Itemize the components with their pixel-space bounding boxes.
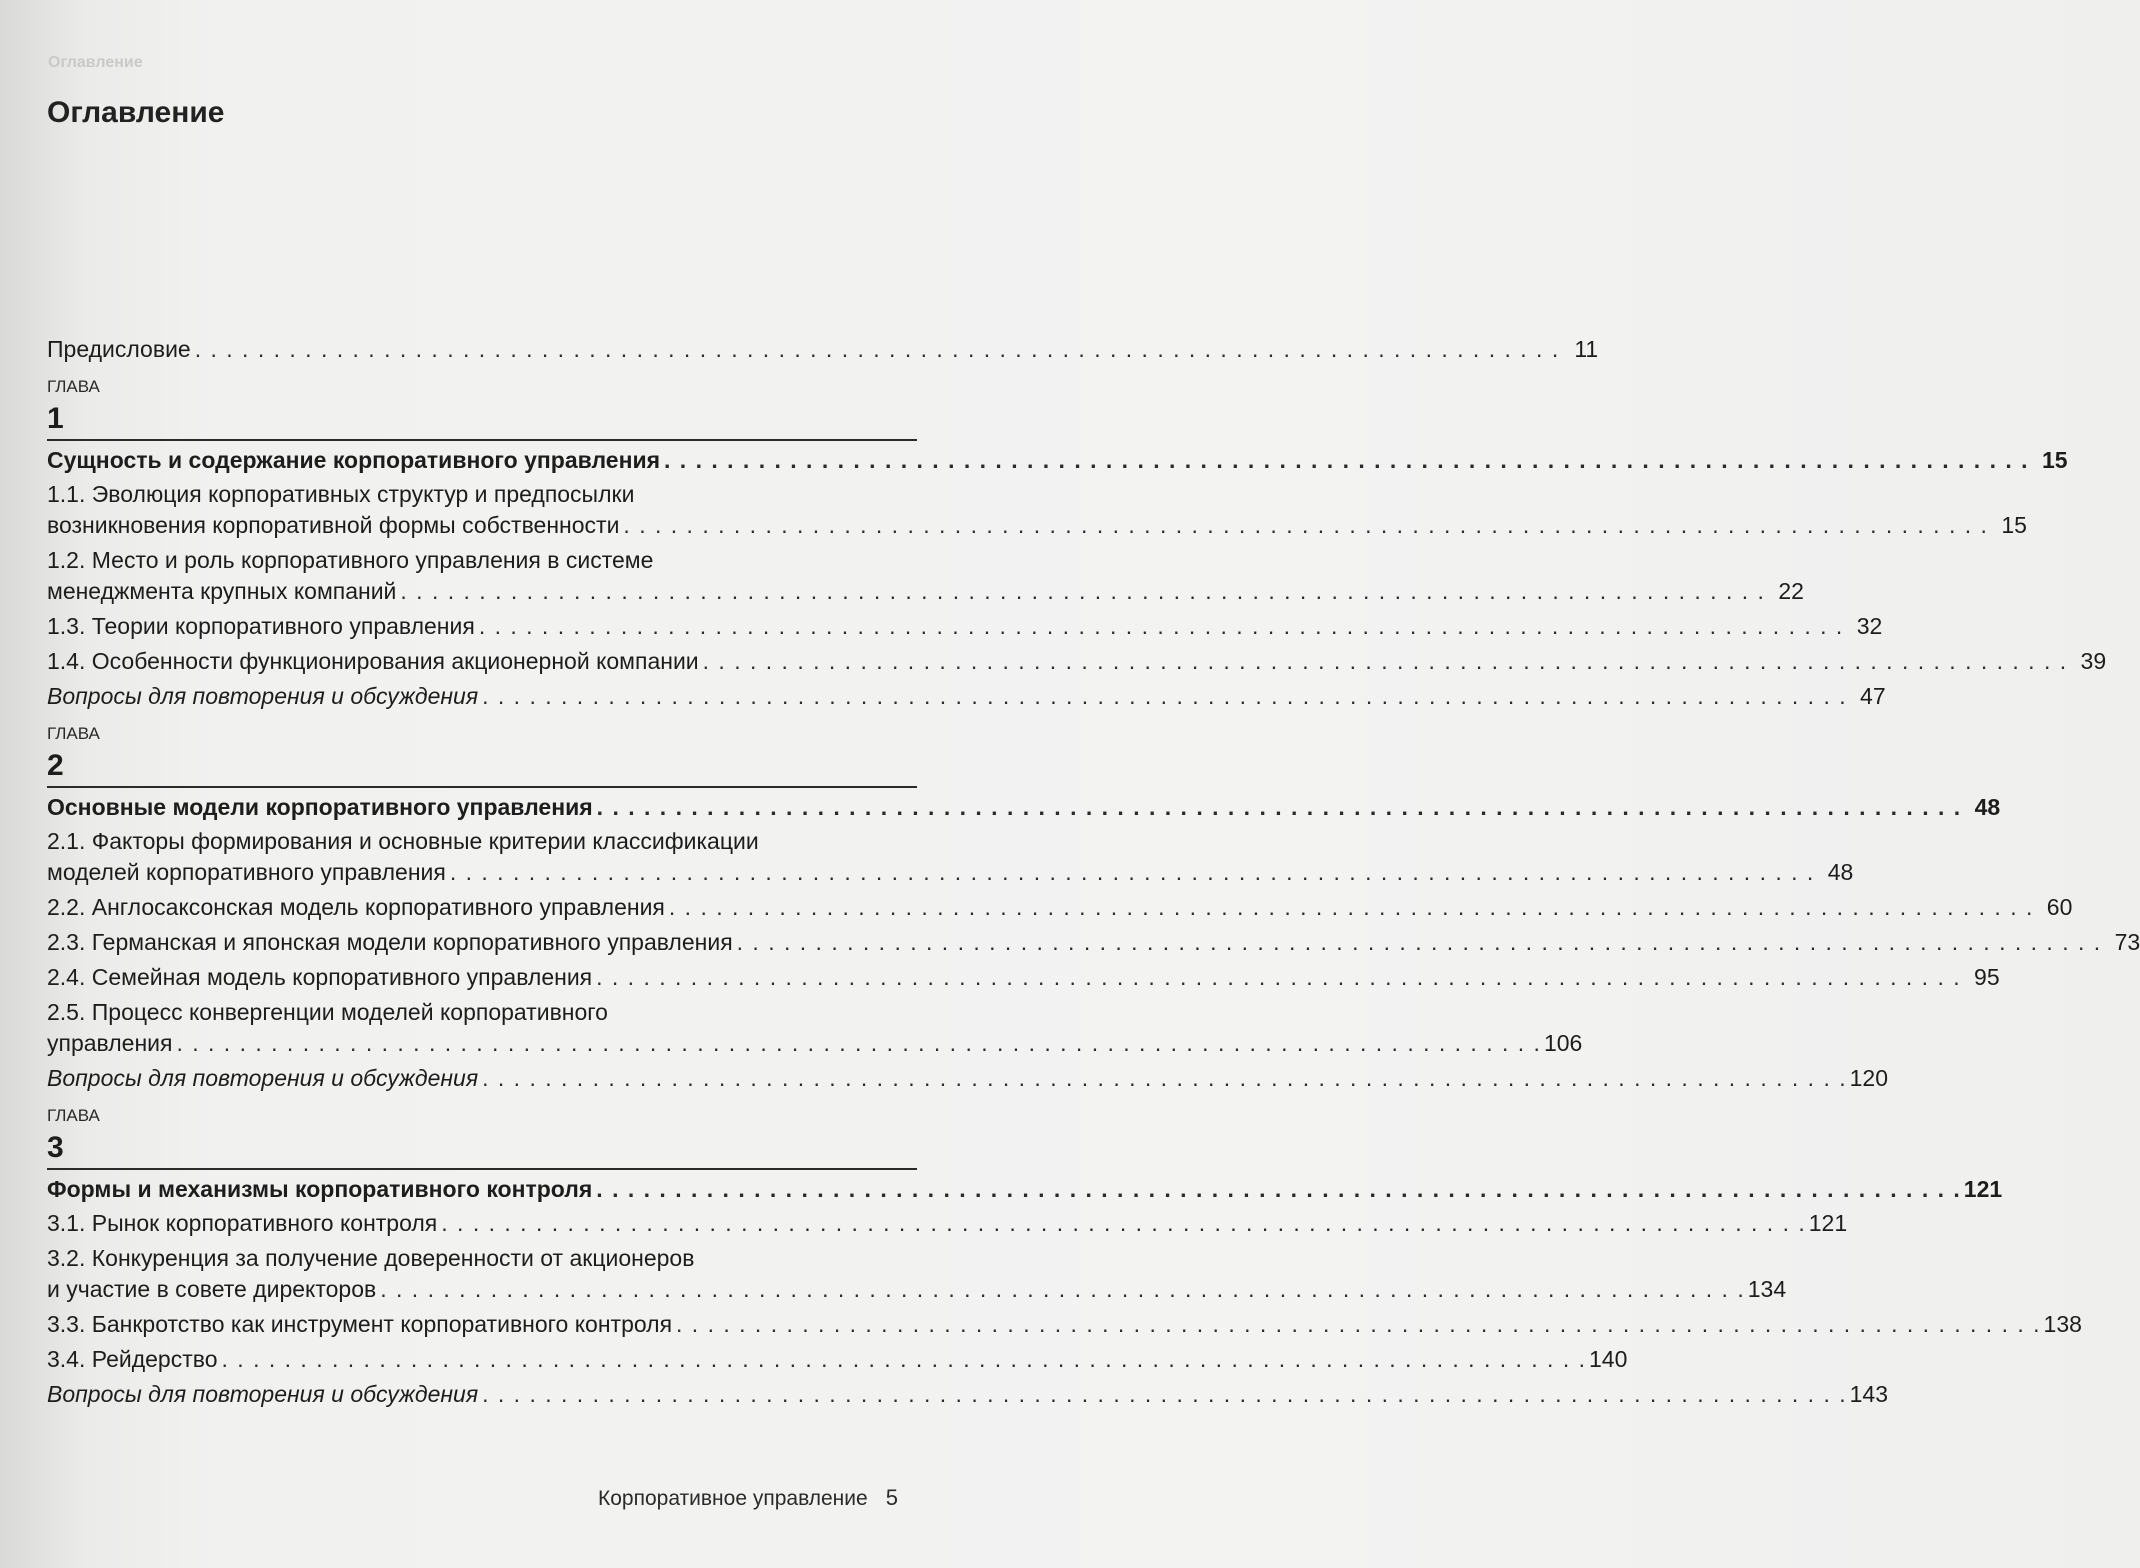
- toc-entry-line: 1.3. Теории корпоративного управления: [47, 613, 475, 639]
- toc-entry-last-line: [47, 576, 1804, 607]
- leader-dots: [176, 1028, 1540, 1059]
- toc-entry-last-line: [47, 857, 1854, 888]
- leader-dots: [479, 611, 1843, 642]
- toc-entry-line: 2.4. Семейная модель корпоративного управления: [47, 964, 593, 990]
- leader-dots: [380, 1274, 1744, 1305]
- toc-entry: [47, 962, 2000, 993]
- toc-page-number: 138: [2043, 1311, 2082, 1337]
- toc-entry: [47, 1208, 1848, 1239]
- toc-entry-line: и участие в совете директоров: [47, 1276, 377, 1302]
- toc-entry: [47, 611, 1883, 642]
- toc-entry-label: Предисловие: [47, 336, 191, 362]
- chapter-title: Сущность и содержание корпоративного управления: [47, 447, 661, 473]
- toc-chapter-title: [47, 792, 2001, 823]
- chapter-number: 2: [47, 749, 64, 782]
- toc-entry: [47, 1243, 1787, 1305]
- toc-entry-line: 1.4. Особенности функционирования акционерной компании: [47, 648, 699, 674]
- leader-dots: [450, 857, 1814, 888]
- toc-entry-line: 3.2. Конкуренция за получение доверенности от акционеров: [47, 1245, 695, 1271]
- questions-label: Вопросы для повторения и обсуждения: [47, 683, 479, 709]
- toc-entry: [47, 646, 2107, 677]
- toc-entry-line: возникновения корпоративной формы собственности: [47, 512, 620, 538]
- leader-dots: [703, 646, 2067, 677]
- book-title: Корпоративное управление: [598, 1487, 868, 1510]
- toc-page-number: 106: [1543, 1030, 1583, 1056]
- chapter-divider: [47, 439, 917, 441]
- page-title: Оглавление: [47, 96, 225, 129]
- chapter-label: ГЛАВА: [47, 1106, 100, 1125]
- toc-entry: [47, 1344, 1628, 1375]
- toc-entry: [47, 479, 2027, 541]
- leader-dots: [676, 1309, 2040, 1340]
- toc-page-number: 143: [1849, 1381, 1888, 1407]
- running-head: Оглавление: [48, 54, 143, 71]
- toc-page-number: 32: [1856, 613, 1883, 639]
- toc-entry-line: менеджмента крупных компаний: [47, 578, 397, 604]
- toc-page-number: 73: [2114, 929, 2140, 955]
- toc-entry-last-line: [47, 1028, 1583, 1059]
- leader-dots: [596, 1174, 1960, 1205]
- chapter-divider: [47, 1168, 917, 1170]
- toc-page-number: 120: [1849, 1065, 1888, 1091]
- toc-entry-last-line: [47, 1274, 1787, 1305]
- toc-page-number: 39: [2080, 648, 2107, 674]
- toc-page-number: 121: [1808, 1210, 1848, 1236]
- toc-entry-line: 2.5. Процесс конвергенции моделей корпоративного: [47, 999, 608, 1025]
- toc-page-number: 22: [1778, 578, 1804, 604]
- leader-dots: [623, 510, 1987, 541]
- toc-chapter-title: [47, 445, 2068, 476]
- toc-entry-line: 3.3. Банкротство как инструмент корпоративного контроля: [47, 1311, 673, 1337]
- toc-entry: [47, 927, 2140, 958]
- questions-label: Вопросы для повторения и обсуждения: [47, 1065, 479, 1091]
- chapter-title: Формы и механизмы корпоративного контроля: [47, 1176, 593, 1202]
- toc-entry: [47, 1309, 2082, 1340]
- chapter-label: ГЛАВА: [47, 377, 100, 396]
- toc-page-number: 60: [2046, 894, 2073, 920]
- chapter-title: Основные модели корпоративного управления: [47, 794, 593, 820]
- toc-entry-questions: [47, 1379, 1888, 1410]
- toc-entry-line: 2.3. Германская и японская модели корпоративного управления: [47, 929, 733, 955]
- page-footer: [598, 1485, 898, 1511]
- toc-entry-line: 2.2. Англосаксонская модель корпоративного управления: [47, 894, 665, 920]
- toc-chapter-title: [47, 1174, 2003, 1205]
- leader-dots: [597, 792, 1961, 823]
- leader-dots: [669, 892, 2033, 923]
- toc-entry-line: 2.1. Факторы формирования и основные критерии классификации: [47, 828, 759, 854]
- leader-dots: [482, 1379, 1846, 1410]
- toc-entry-questions: [47, 681, 1886, 712]
- toc-page-number: 121: [1963, 1176, 2003, 1202]
- questions-label: Вопросы для повторения и обсуждения: [47, 1381, 479, 1407]
- leader-dots: [596, 962, 1960, 993]
- leader-dots: [195, 334, 1559, 365]
- chapter-number: 1: [47, 402, 64, 435]
- toc-entry-line: 1.2. Место и роль корпоративного управления в системе: [47, 547, 654, 573]
- leader-dots: [400, 576, 1764, 607]
- toc-entry: [47, 545, 1804, 607]
- toc-page-number: 48: [1974, 794, 2001, 820]
- toc-entry-line: 1.1. Эволюция корпоративных структур и предпосылки: [47, 481, 635, 507]
- toc-entry-last-line: [47, 510, 2027, 541]
- leader-dots: [222, 1344, 1586, 1375]
- leader-dots: [664, 445, 2028, 476]
- toc-entry-preface: [47, 334, 1599, 365]
- toc-entry-line: моделей корпоративного управления: [47, 859, 446, 885]
- chapter-label: ГЛАВА: [47, 724, 100, 743]
- toc-entry-line: 3.4. Рейдерство: [47, 1346, 218, 1372]
- toc-page-number: 134: [1747, 1276, 1787, 1302]
- leader-dots: [737, 927, 2101, 958]
- toc-entry: [47, 826, 1854, 888]
- leader-dots: [482, 681, 1846, 712]
- chapter-number: 3: [47, 1131, 64, 1164]
- toc-entry-questions: [47, 1063, 1888, 1094]
- toc-page-number: 47: [1860, 683, 1886, 709]
- table-of-contents: [47, 334, 2140, 1410]
- toc-page-number: 11: [1574, 336, 1599, 362]
- toc-page-number: 140: [1589, 1346, 1628, 1372]
- toc-page-number: 48: [1827, 859, 1854, 885]
- toc-page-number: 15: [2041, 447, 2068, 473]
- toc-page-number: 95: [1974, 964, 2000, 990]
- toc-entry: [47, 997, 1583, 1059]
- toc-entry-line: 3.1. Рынок корпоративного контроля: [47, 1210, 438, 1236]
- toc-entry-line: управления: [47, 1030, 173, 1056]
- toc-entry: [47, 892, 2073, 923]
- toc-page-number: 15: [2001, 512, 2027, 538]
- page-number: 5: [885, 1485, 898, 1510]
- chapter-divider: [47, 786, 917, 788]
- leader-dots: [482, 1063, 1846, 1094]
- leader-dots: [441, 1208, 1805, 1239]
